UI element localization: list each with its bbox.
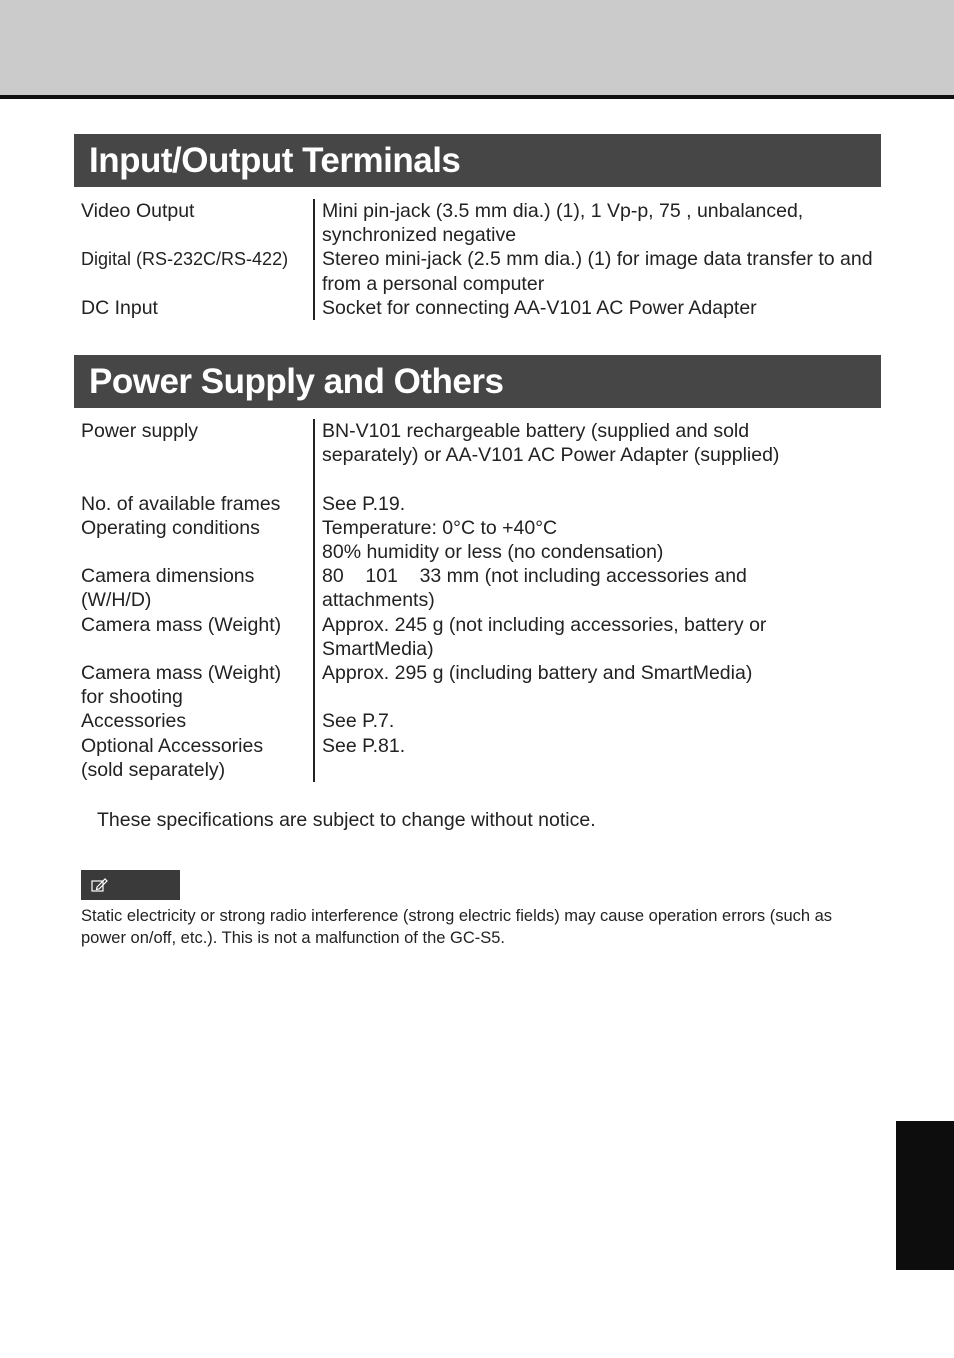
spec-row <box>81 516 881 564</box>
spec-label: No. of available frames <box>81 492 281 515</box>
spec-value: Temperature: 0°C to +40°C 80% humidity or less (no condensation) <box>313 516 881 564</box>
note-badge <box>81 870 180 900</box>
spec-label: Power supply <box>81 420 199 442</box>
spec-value: Socket for connecting AA-V101 AC Power Adapter <box>313 296 881 320</box>
spec-row <box>81 661 881 709</box>
spec-row <box>81 419 881 492</box>
spec-label: Video Output <box>81 200 195 222</box>
spec-label: Operating conditions <box>81 516 260 539</box>
header-rule <box>0 95 954 99</box>
spec-value: 80 101 33 mm (not including accessories and attachments) <box>313 564 881 612</box>
spec-row <box>81 296 881 320</box>
spec-value: Approx. 245 g (not including accessories, battery or SmartMedia) <box>313 613 881 661</box>
side-tab <box>896 1121 954 1270</box>
spec-row <box>81 564 881 612</box>
spec-label: Optional Accessories (sold separately) <box>81 734 264 781</box>
spec-table-input-output <box>81 199 881 320</box>
header-band <box>0 0 954 95</box>
spec-row <box>81 247 881 295</box>
spec-row <box>81 709 881 733</box>
spec-row <box>81 613 881 661</box>
spec-label: Camera dimensions (W/H/D) <box>81 565 255 612</box>
spec-label: DC Input <box>81 296 158 319</box>
spec-row <box>81 492 881 516</box>
section-title-power-supply: Power Supply and Others <box>74 355 881 408</box>
disclaimer-text: These specifications are subject to change without notice. <box>97 809 596 831</box>
spec-value: Approx. 295 g (including battery and SmartMedia) <box>313 661 881 709</box>
spec-value: BN-V101 rechargeable battery (supplied and sold separately) or AA-V101 AC Power Adapter (supplied) <box>313 419 881 492</box>
spec-value: See P.19. <box>313 492 881 516</box>
spec-value: See P.7. <box>313 709 881 733</box>
pencil-note-icon <box>91 877 109 893</box>
spec-value: Mini pin-jack (3.5 mm dia.) (1), 1 Vp-p, 75 , unbalanced, synchronized negative <box>313 199 881 247</box>
spec-table-power-supply <box>81 419 881 782</box>
spec-value: Stereo mini-jack (2.5 mm dia.) (1) for image data transfer to and from a personal computer <box>313 247 881 295</box>
spec-label: Digital (RS-232C/RS-422) <box>81 249 289 270</box>
spec-row <box>81 734 881 782</box>
spec-label: Camera mass (Weight) for shooting <box>81 661 282 709</box>
spec-value: See P.81. <box>313 734 881 782</box>
spec-label: Accessories <box>81 710 187 733</box>
section-title-input-output: Input/Output Terminals <box>74 134 881 187</box>
note-text: Static electricity or strong radio interference (strong electric fields) may cause operation errors (such as power on/off, etc.). This is not a malfunction of the GC-S5. <box>81 907 833 947</box>
spec-label: Camera mass (Weight) <box>81 613 282 636</box>
spec-row <box>81 199 881 247</box>
